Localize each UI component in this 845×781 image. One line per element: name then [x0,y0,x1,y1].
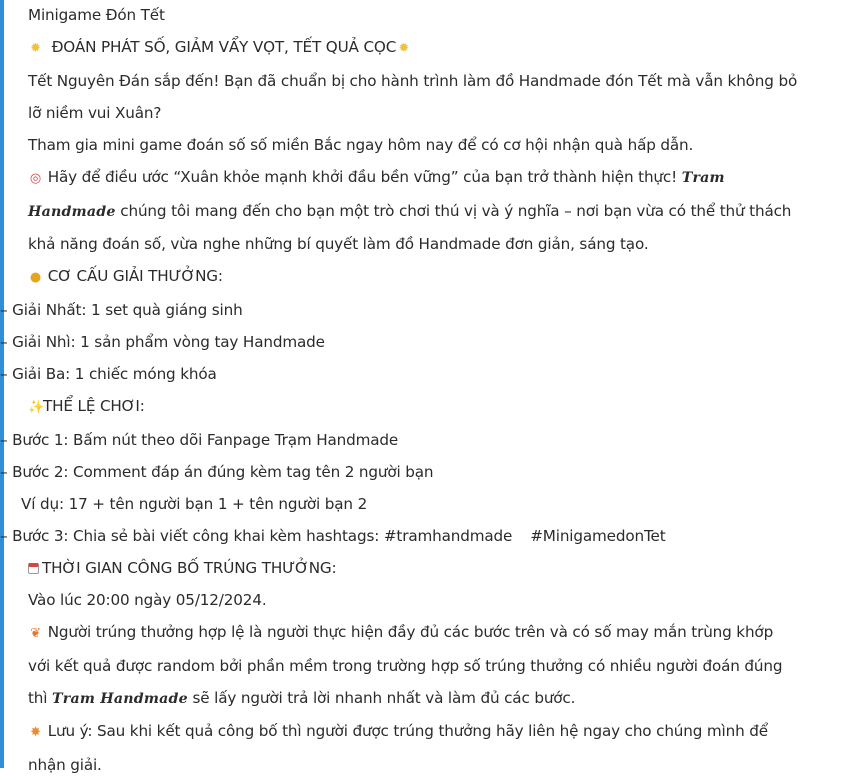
prize-heading [28,260,828,294]
sun-icon: ✹ [30,41,41,56]
brand-name-part: 𝑯𝒂𝒏𝒅𝒎𝒂𝒅𝒆 [28,204,116,220]
winner-line-1 [28,616,828,650]
announce-heading [28,552,828,584]
medal-icon: ● [29,270,42,285]
target-icon: ◎ [29,171,42,186]
brand-name: 𝑻𝒓𝒂𝒎 𝑯𝒂𝒏𝒅𝒎𝒂𝒅𝒆 [52,691,188,707]
intro-line-2: lỡ niềm vui Xuân? [28,104,162,122]
rules-heading-text: THỂ LỆ CHƠI: [43,397,145,415]
sun-icon: ✹ [398,41,410,56]
rule-step-2: – Bước 2: Comment đáp án đúng kèm tag tên 2 người bạn [0,463,434,481]
wish-line-2-text: chúng tôi mang đến cho bạn một trò chơi thú vị và ý nghĩa – nơi bạn vừa có thể thử thách [120,202,792,220]
rule-step-1: – Bước 1: Bấm nút theo dõi Fanpage Trạm Handmade [0,431,399,449]
prize-heading-text: CƠ CẤU GIẢI THƯỞNG: [47,267,223,285]
calendar-icon [28,563,39,574]
wish-line-2 [28,195,828,228]
headline-line [28,31,828,65]
winner-line-3 [28,682,828,715]
collision-icon: ✸ [30,725,41,740]
winner-line-1-text: Người trúng thưởng hợp lệ là người thực hiện đầy đủ các bước trên và có số may mắn trùng khớp [47,623,774,641]
winner-line-2: với kết quả được random bởi phần mềm trong trường hợp số trúng thưởng có nhiều người đoán đúng [28,657,783,675]
note-line-2: nhận giải. [28,756,102,774]
wish-text: Hãy để điều ước “Xuân khỏe mạnh khởi đầu bền vững” của bạn trở thành hiện thực! [47,168,678,186]
note-line-1 [28,715,828,749]
sparkles-icon: ✨ [28,400,45,415]
hashtag: #MinigamedonTet [530,527,666,545]
join-line: Tham gia mini game đoán số số miền Bắc ngay hôm nay để có cơ hội nhận quà hấp dẫn. [28,136,694,154]
prize-item: – Giải Nhì: 1 sản phẩm vòng tay Handmade [0,333,325,351]
rule-step-3 [0,520,828,552]
announce-heading-text: THỜI GIAN CÔNG BỐ TRÚNG THƯỞNG: [42,559,337,577]
headline-text: ĐOÁN PHÁT SỐ, GIẢM VẨY VỌT, TẾT QUẢ CỌC [51,38,397,56]
announce-time: Vào lúc 20:00 ngày 05/12/2024. [28,591,267,609]
note-line-1-text: Lưu ý: Sau khi kết quả công bố thì người được trúng thưởng hãy liên hệ ngay cho chúng mình để [47,722,768,740]
prize-item: – Giải Nhất: 1 set quà giáng sinh [0,301,243,319]
leaf-icon: ❦ [30,626,41,641]
intro-line-1: Tết Nguyên Đán sắp đến! Bạn đã chuẩn bị cho hành trình làm đồ Handmade đón Tết mà vẫn không bỏ [28,72,798,90]
rule-step-3-text: – Bước 3: Chia sẻ bài viết công khai kèm hashtags: #tramhandmade [0,527,513,545]
rules-heading [28,390,828,424]
brand-name-part: 𝑻𝒓𝒂𝒎 [681,170,725,186]
winner-line-3-prefix: thì [28,689,48,707]
wish-line-3: khả năng đoán số, vừa nghe những bí quyết làm đồ Handmade đơn giản, sáng tạo. [28,235,649,253]
winner-line-3-text: sẽ lấy người trả lời nhanh nhất và làm đủ các bước. [192,689,576,707]
rule-example: Ví dụ: 17 + tên người bạn 1 + tên người bạn 2 [21,495,368,513]
prize-item: – Giải Ba: 1 chiếc móng khóa [0,365,217,383]
wish-line-1 [28,161,828,195]
post-title: Minigame Đón Tết [28,6,165,24]
